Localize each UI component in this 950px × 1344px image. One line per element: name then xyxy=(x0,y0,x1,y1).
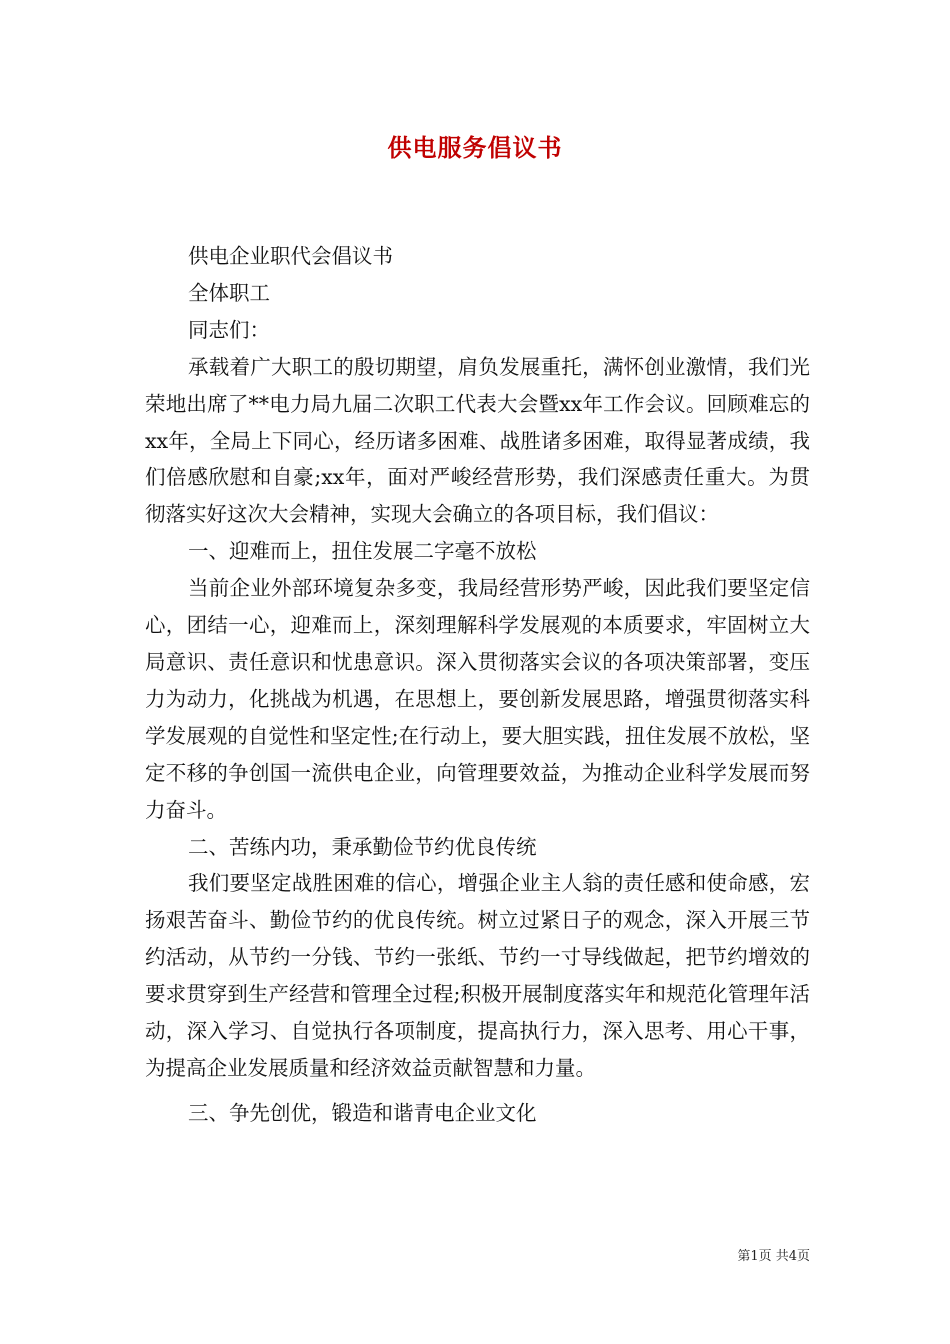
paragraph-intro: 承载着广大职工的殷切期望，肩负发展重托，满怀创业激情，我们光荣地出席了**电力局九届二次职工代表大会暨xx年工作会议。回顾难忘的xx年，全局上下同心，经历诸多困难、战胜诸多困难，取得显著成绩，我们倍感欣慰和自豪;xx年，面对严峻经营形势，我们深感责任重大。为贯彻落实好这次大会精神，实现大会确立的各项目标，我们倡议： xyxy=(145,354,810,527)
section-heading-1: 一、迎难而上，扭住发展二字毫不放松 xyxy=(188,539,537,564)
paragraph-salutation: 同志们： xyxy=(188,317,271,342)
document-body xyxy=(145,238,810,1132)
paragraph-section-2: 我们要坚定战胜困难的信心，增强企业主人翁的责任感和使命感，宏扬艰苦奋斗、勤俭节约的优良传统。树立过紧日子的观念，深入开展三节约活动，从节约一分钱、节约一张纸、节约一寸导线做起，把节约增效的要求贯穿到生产经营和管理全过程;积极开展制度落实年和规范化管理年活动，深入学习、自觉执行各项制度，提高执行力，深入思考、用心干事，为提高企业发展质量和经济效益贡献智慧和力量。 xyxy=(145,871,810,1080)
document-title: 供电服务倡议书 xyxy=(387,133,563,162)
paragraph-addressee: 全体职工 xyxy=(188,280,271,305)
section-heading-3: 三、争先创优，锻造和谐青电企业文化 xyxy=(188,1100,537,1125)
paragraph-section-1: 当前企业外部环境复杂多变，我局经营形势严峻，因此我们要坚定信心，团结一心，迎难而上，深刻理解科学发展观的本质要求，牢固树立大局意识、责任意识和忧患意识。深入贯彻落实会议的各项决策部署，变压力为动力，化挑战为机遇，在思想上，要创新发展思路，增强贯彻落实科学发展观的自觉性和坚定性;在行动上，要大胆实践，扭住发展不放松，坚定不移的争创国一流供电企业，向管理要效益，为推动企业科学发展而努力奋斗。 xyxy=(145,576,810,822)
paragraph-subtitle: 供电企业职代会倡议书 xyxy=(188,244,394,268)
section-heading-2: 二、苦练内功，秉承勤俭节约优良传统 xyxy=(188,834,537,859)
page-number-footer: 第1页 共4页 xyxy=(737,1249,810,1264)
